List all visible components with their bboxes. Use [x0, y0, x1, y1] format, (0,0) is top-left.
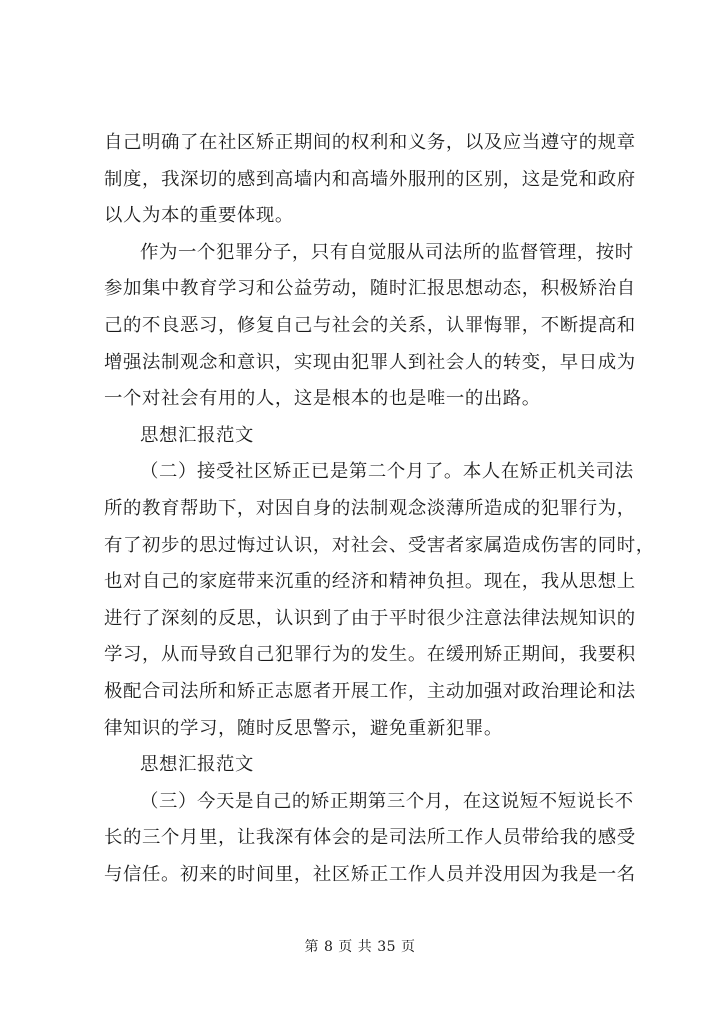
body-line: 参加集中教育学习和公益劳动，随时汇报思想动态，积极矫治自 [104, 278, 636, 300]
body-line: 增强法制观念和意识，实现由犯罪人到社会人的转变，早日成为 [104, 351, 636, 373]
paragraph-start-line: 作为一个犯罪分子，只有自觉服从司法所的监督管理，按时 [140, 241, 634, 263]
body-line: 极配合司法所和矫正志愿者开展工作，主动加强对政治理论和法 [104, 680, 636, 702]
body-line: 所的教育帮助下，对因自身的法制观念淡薄所造成的犯罪行为， [104, 497, 636, 519]
body-line: 制度，我深切的感到高墙内和高墙外服刑的区别，这是党和政府 [104, 168, 636, 190]
body-line: 长的三个月里，让我深有体会的是司法所工作人员带给我的感受 [104, 827, 636, 849]
body-line: 也对自己的家庭带来沉重的经济和精神负担。现在，我从思想上 [104, 571, 636, 593]
body-line: 有了初步的思过悔过认识，对社会、受害者家属造成伤害的同时， [104, 534, 655, 556]
section-heading: 思想汇报范文 [140, 754, 254, 776]
section-heading: 思想汇报范文 [140, 424, 254, 446]
body-line: 与信任。初来的时间里，社区矫正工作人员并没用因为我是一名 [104, 863, 636, 885]
body-line: 学习，从而导致自己犯罪行为的发生。在缓刑矫正期间，我要积 [104, 644, 636, 666]
body-line: 己的不良恶习，修复自己与社会的关系，认罪悔罪，不断提高和 [104, 314, 636, 336]
page-number-footer: 第 8 页 共 35 页 [304, 939, 416, 955]
paragraph-start-line: （三）今天是自己的矫正期第三个月，在这说短不短说长不 [140, 790, 634, 812]
body-line: 一个对社会有用的人，这是根本的也是唯一的出路。 [104, 388, 541, 410]
body-line: 律知识的学习，随时反思警示，避免重新犯罪。 [104, 717, 503, 739]
body-line: 以人为本的重要体现。 [104, 205, 294, 227]
paragraph-start-line: （二）接受社区矫正已是第二个月了。本人在矫正机关司法 [140, 461, 634, 483]
body-line: 进行了深刻的反思，认识到了由于平时很少注意法律法规知识的 [104, 607, 636, 629]
document-body [104, 125, 655, 893]
body-line: 自己明确了在社区矫正期间的权利和义务，以及应当遵守的规章 [104, 132, 636, 153]
